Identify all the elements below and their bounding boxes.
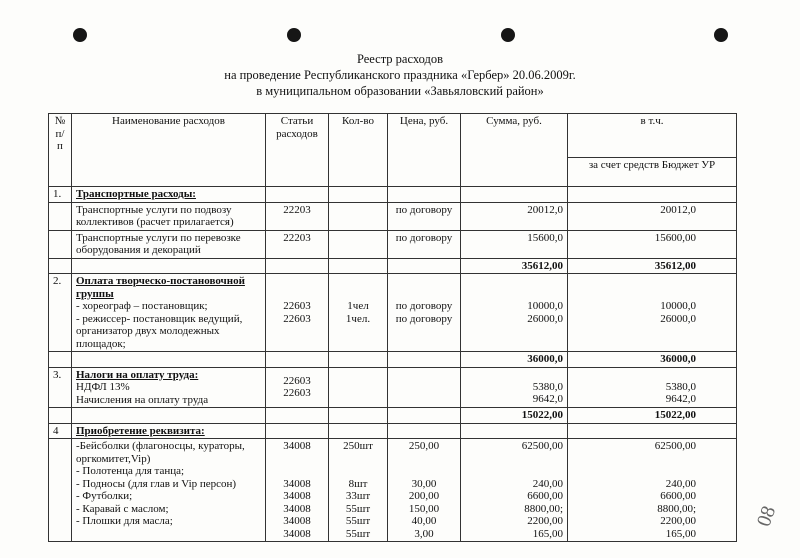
total-row (49, 352, 737, 368)
cell-article: 22203 (266, 230, 329, 258)
doc-title-line2: на проведение Республиканского праздника «Гербер» 20.06.2009г. (224, 68, 576, 82)
total-budget: 35612,00 (568, 258, 737, 274)
item-budget: 165,00 (665, 527, 696, 540)
cell-article: 22603 (283, 374, 311, 387)
item-article: 34008 (283, 477, 311, 490)
item-name: - Каравай с маслом; (76, 502, 169, 515)
cell-article: 22203 (266, 202, 329, 230)
cell-name: Начисления на оплату труда (76, 393, 209, 406)
cell-budget: 9642,0 (665, 393, 696, 405)
header-num: № п/ п (54, 115, 66, 152)
item-budget: 8800,00; (657, 502, 696, 515)
cell-price: по договору (388, 230, 461, 258)
item-price: 3,00 (414, 527, 434, 540)
item-price: 250,00 (408, 440, 440, 452)
item-price: 40,00 (411, 515, 437, 527)
cell-name: НДФЛ 13% (76, 381, 130, 393)
item-article: 34008 (283, 502, 311, 515)
table-row (49, 230, 737, 258)
punch-hole (714, 28, 728, 42)
item-article: 34008 (283, 440, 311, 452)
row-num: 4 (49, 423, 72, 439)
row-num: 3. (49, 367, 72, 408)
total-row (49, 408, 737, 424)
section-title: Налоги на оплату труда: (76, 368, 199, 381)
item-sum: 8800,00; (524, 502, 563, 515)
item-qty: 250шт (343, 440, 373, 452)
cell-qty: 1чел. (345, 312, 371, 325)
header-name: Наименование расходов (112, 115, 225, 127)
item-sum: 240,00 (532, 477, 563, 490)
doc-title: Реестр расходов (356, 52, 444, 66)
item-name: - Полотенца для танца; (76, 465, 185, 477)
expense-table (48, 113, 737, 542)
cell-name: - хореограф – постановщик; (76, 300, 208, 312)
item-name: - Плошки для масла; (76, 515, 173, 527)
total-sum: 35612,00 (461, 258, 568, 274)
item-article: 34008 (283, 515, 311, 527)
item-sum: 62500,00 (521, 440, 563, 452)
total-sum: 15022,00 (461, 408, 568, 424)
header-qty: Кол-во (342, 115, 374, 127)
item-qty: 55шт (345, 502, 371, 515)
cell-sum: 10000,0 (527, 300, 563, 312)
item-name: - Подносы (для глав и Vip персон) (76, 477, 237, 490)
cell-article: 22603 (283, 387, 311, 399)
item-budget: 6600,00 (660, 490, 696, 502)
section-row (49, 187, 737, 203)
doc-title-line3: в муниципальном образовании «Завьяловский район» (256, 84, 544, 98)
table-row (49, 202, 737, 230)
row-num: 1. (49, 187, 72, 203)
total-budget: 36000,0 (568, 352, 737, 368)
item-sum: 6600,00 (527, 490, 563, 502)
cell-sum: 9642,0 (532, 393, 563, 405)
cell-budget: 20012,0 (568, 202, 737, 230)
header-incl: в т.ч. (640, 115, 664, 127)
section-row (49, 274, 737, 352)
cell-sum: 5380,0 (532, 380, 563, 393)
cell-sum: 20012,0 (461, 202, 568, 230)
total-budget: 15022,00 (568, 408, 737, 424)
item-name: -Бейсболки (флагоносцы, кураторы, оргкомитет,Vip) (76, 440, 245, 465)
punch-hole (287, 28, 301, 42)
total-sum: 36000,0 (461, 352, 568, 368)
cell-name: - режиссер- постановщик ведущий, организатор двух молодежных площадок; (76, 312, 243, 350)
cell-budget: 26000,0 (660, 312, 696, 325)
header-price: Цена, руб. (399, 115, 449, 127)
row-num: 2. (49, 274, 72, 352)
cell-price: по договору (395, 300, 453, 312)
item-qty: 33шт (345, 490, 371, 502)
cell-budget: 15600,00 (568, 230, 737, 258)
cell-article: 22603 (283, 312, 311, 325)
cell-name: Транспортные услуги по подвозу коллективов (расчет прилагается) (72, 202, 266, 230)
cell-qty: 1чел (347, 300, 369, 312)
item-budget: 240,00 (665, 477, 696, 490)
item-article: 34008 (283, 490, 311, 502)
item-price: 200,00 (408, 490, 440, 502)
punch-hole (73, 28, 87, 42)
cell-price: по договору (395, 312, 453, 325)
section-title: Оплата творческо-постановочной группы (76, 275, 245, 300)
section-title: Транспортные расходы: (72, 187, 266, 203)
item-name: - Футболки; (76, 490, 133, 502)
handwritten-page-number: 08 (752, 503, 781, 530)
section-row (49, 423, 737, 439)
punch-hole (501, 28, 515, 42)
header-row (49, 114, 737, 158)
cell-budget: 10000,0 (660, 300, 696, 312)
header-budget: за счет средств Бюджет УР (588, 159, 716, 171)
cell-price: по договору (388, 202, 461, 230)
header-article: Статьи расходов (276, 115, 318, 140)
cell-name: Транспортные услуги по перевозке оборудования и декораций (72, 230, 266, 258)
item-article: 34008 (283, 527, 311, 540)
cell-sum: 26000,0 (527, 312, 563, 325)
item-qty: 8шт (348, 477, 368, 490)
cell-sum: 15600,0 (461, 230, 568, 258)
item-sum: 2200,00 (527, 515, 563, 527)
section-row (49, 367, 737, 408)
section-title: Приобретение реквизита: (72, 423, 266, 439)
header-sum: Сумма, руб. (486, 115, 542, 127)
item-price: 150,00 (408, 502, 440, 515)
item-budget: 62500,00 (654, 440, 696, 452)
cell-budget: 5380,0 (665, 380, 696, 393)
cell-article: 22603 (283, 300, 311, 312)
item-price: 30,00 (411, 477, 437, 490)
items-row (49, 439, 737, 542)
item-qty: 55шт (345, 515, 371, 527)
item-sum: 165,00 (532, 527, 563, 540)
total-row (49, 258, 737, 274)
item-qty: 55шт (345, 527, 371, 540)
item-budget: 2200,00 (660, 515, 696, 527)
